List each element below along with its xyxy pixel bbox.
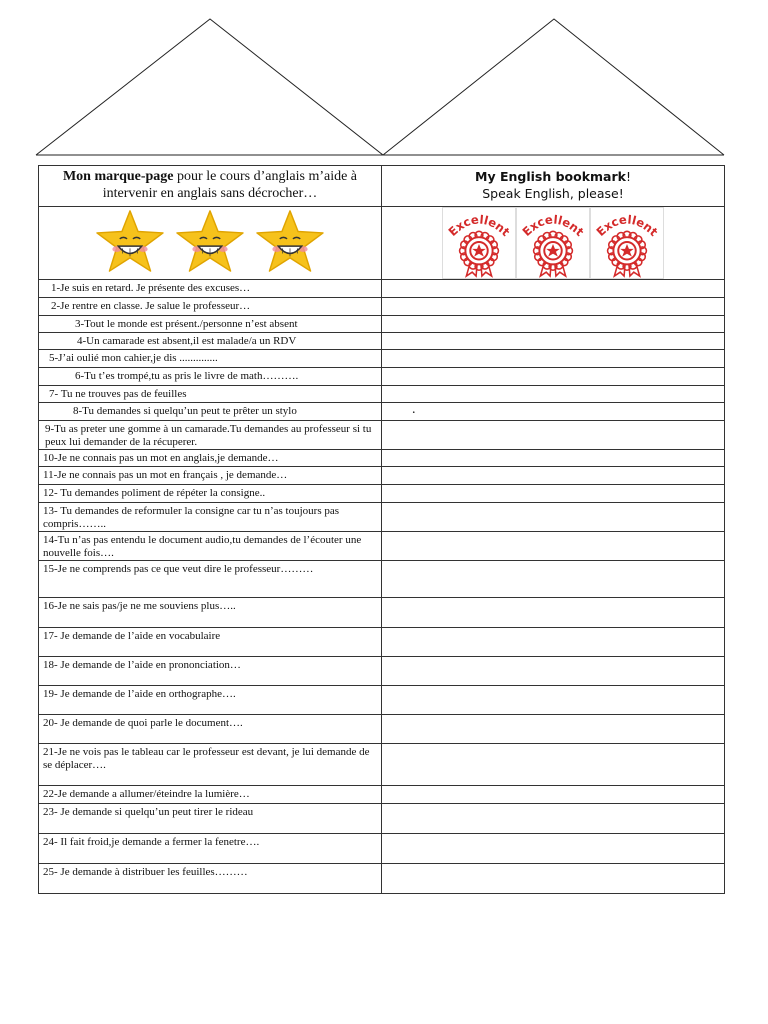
item-prompt-cell xyxy=(39,350,382,368)
item-prompt-cell xyxy=(39,386,382,403)
item-prompt-cell xyxy=(39,485,382,503)
item-prompt: 10-Je ne connais pas un mot en anglais,je demande… xyxy=(43,452,279,464)
answer-cell[interactable] xyxy=(382,333,725,350)
list-item xyxy=(39,657,725,686)
bookmark-table xyxy=(38,165,725,894)
answer-cell[interactable] xyxy=(382,368,725,386)
header-left-bold: Mon marque-page xyxy=(62,169,174,184)
item-prompt-cell xyxy=(39,280,382,298)
item-prompt: 6-Tu t’es trompé,tu as pris le livre de math………. xyxy=(75,370,299,382)
bookmark-title: My English bookmark xyxy=(475,169,626,184)
excellent-badge-icon xyxy=(516,207,590,279)
header-right xyxy=(382,166,725,207)
answer-cell[interactable] xyxy=(382,350,725,368)
answer-cell[interactable] xyxy=(382,715,725,744)
item-prompt: 12- Tu demandes poliment de répéter la consigne.. xyxy=(43,487,266,499)
item-prompt-cell xyxy=(39,532,382,561)
excellent-badge-icon xyxy=(442,207,516,279)
header-left-text: pour le cours d’anglais m’aide à intervenir en anglais sans décrocher… xyxy=(102,169,358,201)
list-item xyxy=(39,467,725,485)
item-prompt-cell xyxy=(39,598,382,628)
item-prompt: 7- Tu ne trouves pas de feuilles xyxy=(49,388,187,400)
list-item xyxy=(39,503,725,532)
answer-cell[interactable] xyxy=(382,485,725,503)
item-prompt: 13- Tu demandes de reformuler la consigne car tu n’as toujours pas compris…….. xyxy=(43,505,340,530)
list-item xyxy=(39,786,725,804)
answer-cell[interactable] xyxy=(382,467,725,485)
list-item xyxy=(39,350,725,368)
item-prompt: 2-Je rentre en classe. Je salue le professeur… xyxy=(51,300,251,312)
answer-cell[interactable] xyxy=(382,804,725,834)
item-prompt-cell xyxy=(39,864,382,894)
item-prompt-cell xyxy=(39,786,382,804)
svg-text:Excellent: Excellent xyxy=(519,212,587,240)
item-prompt: 24- Il fait froid,je demande a fermer la fenetre…. xyxy=(43,836,260,848)
answer-cell[interactable] xyxy=(382,864,725,894)
item-prompt-cell xyxy=(39,561,382,598)
item-prompt-cell xyxy=(39,657,382,686)
item-prompt-cell xyxy=(39,421,382,450)
item-prompt-cell xyxy=(39,403,382,421)
item-prompt: 16-Je ne sais pas/je ne me souviens plus….. xyxy=(43,600,236,612)
answer-cell[interactable] xyxy=(382,280,725,298)
item-prompt: 17- Je demande de l’aide en vocabulaire xyxy=(43,630,221,642)
list-item xyxy=(39,864,725,894)
item-prompt: 5-J’ai oulié mon cahier,je dis .............. xyxy=(49,352,218,364)
list-item xyxy=(39,628,725,657)
answer-cell[interactable] xyxy=(382,561,725,598)
item-prompt: 11-Je ne connais pas un mot en français , je demande… xyxy=(43,469,288,481)
list-item xyxy=(39,744,725,786)
answer-cell[interactable] xyxy=(382,316,725,333)
answer-cell[interactable] xyxy=(382,744,725,786)
list-item xyxy=(39,834,725,864)
item-prompt: 18- Je demande de l’aide en prononciation… xyxy=(43,659,241,671)
list-item xyxy=(39,485,725,503)
answer-text: . xyxy=(412,402,416,417)
stars-group xyxy=(39,207,381,279)
item-prompt-cell xyxy=(39,467,382,485)
item-prompt: 25- Je demande à distribuer les feuilles……… xyxy=(43,866,248,878)
list-item xyxy=(39,532,725,561)
list-item xyxy=(39,561,725,598)
answer-cell[interactable] xyxy=(382,834,725,864)
item-prompt-cell xyxy=(39,804,382,834)
list-item xyxy=(39,598,725,628)
item-prompt-cell xyxy=(39,316,382,333)
item-prompt-cell xyxy=(39,368,382,386)
item-prompt: 20- Je demande de quoi parle le document…. xyxy=(43,717,243,729)
list-item xyxy=(39,403,725,421)
item-prompt-cell xyxy=(39,744,382,786)
answer-cell[interactable] xyxy=(382,686,725,715)
answer-cell[interactable] xyxy=(382,598,725,628)
list-item xyxy=(39,298,725,316)
item-prompt-cell xyxy=(39,450,382,467)
list-item xyxy=(39,686,725,715)
item-prompt-cell xyxy=(39,686,382,715)
item-prompt: 15-Je ne comprends pas ce que veut dire le professeur……… xyxy=(43,563,314,575)
item-prompt-cell xyxy=(39,503,382,532)
header-left xyxy=(39,166,382,207)
item-prompt: 21-Je ne vois pas le tableau car le professeur est devant, je lui demande de se déplacer…. xyxy=(43,746,370,771)
item-prompt: 3-Tout le monde est présent./personne n’est absent xyxy=(75,318,298,330)
bookmark-title-end: ! xyxy=(625,169,631,184)
answer-cell[interactable] xyxy=(382,421,725,450)
item-prompt-cell xyxy=(39,333,382,350)
list-item xyxy=(39,368,725,386)
list-item xyxy=(39,316,725,333)
answer-cell[interactable] xyxy=(382,403,725,421)
svg-text:Excellent: Excellent xyxy=(445,212,513,240)
list-item xyxy=(39,450,725,467)
item-prompt: 19- Je demande de l’aide en orthographe…. xyxy=(43,688,236,700)
answer-cell[interactable] xyxy=(382,503,725,532)
badges-cell xyxy=(382,207,725,280)
item-prompt-cell xyxy=(39,834,382,864)
svg-text:Excellent: Excellent xyxy=(593,212,661,240)
smiling-star-icon xyxy=(173,208,247,279)
stars-cell xyxy=(39,207,382,280)
answer-cell[interactable] xyxy=(382,628,725,657)
answer-cell[interactable] xyxy=(382,386,725,403)
item-prompt-cell xyxy=(39,628,382,657)
answer-cell[interactable] xyxy=(382,532,725,561)
smiling-star-icon xyxy=(93,208,167,279)
excellent-badge-icon xyxy=(590,207,664,279)
list-item xyxy=(39,421,725,450)
roof-outline xyxy=(0,0,768,170)
item-prompt: 1-Je suis en retard. Je présente des excuses… xyxy=(51,282,251,294)
item-prompt: 8-Tu demandes si quelqu’un peut te prêter un stylo xyxy=(73,405,297,417)
item-prompt: 14-Tu n’as pas entendu le document audio,tu demandes de l’écouter une nouvelle fois…. xyxy=(43,534,362,559)
item-prompt: 23- Je demande si quelqu’un peut tirer le rideau xyxy=(43,806,254,818)
list-item xyxy=(39,280,725,298)
answer-cell[interactable] xyxy=(382,657,725,686)
item-prompt: 22-Je demande a allumer/éteindre la lumière… xyxy=(43,788,250,800)
bookmark-subtitle: Speak English, please! xyxy=(482,186,624,201)
item-prompt: 4-Un camarade est absent,il est malade/a un RDV xyxy=(77,335,297,347)
answer-cell[interactable] xyxy=(382,450,725,467)
item-prompt-cell xyxy=(39,715,382,744)
item-prompt-cell xyxy=(39,298,382,316)
list-item xyxy=(39,386,725,403)
answer-cell[interactable] xyxy=(382,298,725,316)
list-item xyxy=(39,804,725,834)
item-prompt: 9-Tu as preter une gomme à un camarade.Tu demandes au professeur si tu peux lui demander de la récuperer. xyxy=(45,423,372,448)
smiling-star-icon xyxy=(253,208,327,279)
answer-cell[interactable] xyxy=(382,786,725,804)
badges-group xyxy=(382,207,724,279)
list-item xyxy=(39,715,725,744)
list-item xyxy=(39,333,725,350)
